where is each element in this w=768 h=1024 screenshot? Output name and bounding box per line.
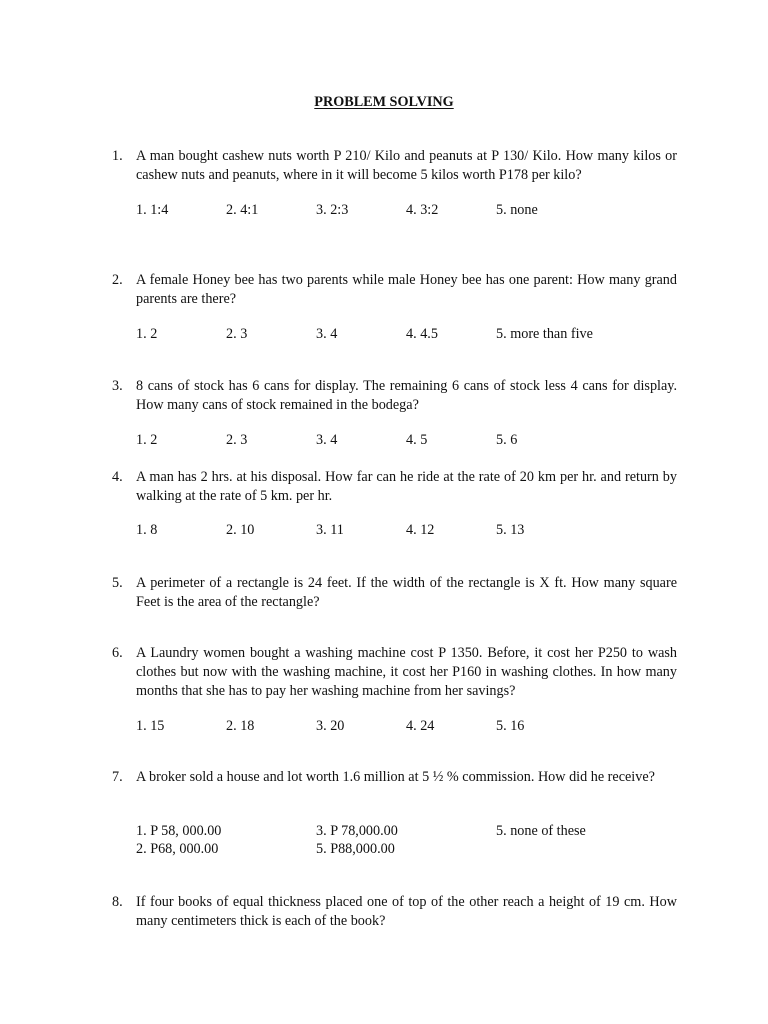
- question-4: [112, 468, 677, 506]
- question-text: A man bought cashew nuts worth P 210/ Kilo and peanuts at P 130/ Kilo. How many kilos or cashew nuts and peanuts, where in it will become 5 kilos worth P178 per kilo?: [136, 148, 677, 183]
- question-1: [112, 147, 677, 185]
- question-number: 5.: [112, 575, 123, 591]
- option: 1. 15: [136, 718, 165, 734]
- question-number: 6.: [112, 645, 123, 661]
- option: 5. none: [496, 202, 538, 218]
- question-8: [112, 893, 677, 931]
- option: 1. 8: [136, 522, 158, 538]
- option: 2. 4:1: [226, 202, 259, 218]
- option: 5. more than five: [496, 326, 593, 342]
- question-3: [112, 377, 677, 415]
- option: 4. 12: [406, 522, 435, 538]
- option: 4. 4.5: [406, 326, 438, 342]
- option: 4. 24: [406, 718, 435, 734]
- question-6: [112, 644, 677, 701]
- option: 5. 6: [496, 432, 518, 448]
- option: 2. 18: [226, 718, 255, 734]
- option: 5. P88,000.00: [316, 841, 395, 857]
- option: 3. 4: [316, 326, 338, 342]
- question-text: If four books of equal thickness placed one of top of the other reach a height of 19 cm. How many centimeters thick is each of the book?: [136, 894, 677, 929]
- question-text: A broker sold a house and lot worth 1.6 million at 5 ½ % commission. How did he receive?: [136, 769, 655, 785]
- question-7: [112, 768, 677, 787]
- option: 1. 2: [136, 432, 158, 448]
- option: 4. 5: [406, 432, 428, 448]
- option: 4. 3:2: [406, 202, 439, 218]
- question-number: 1.: [112, 148, 123, 164]
- option: 3. 2:3: [316, 202, 349, 218]
- page-title: PROBLEM SOLVING: [314, 94, 454, 110]
- option: 5. none of these: [496, 823, 586, 839]
- question-number: 3.: [112, 378, 123, 394]
- question-text: A perimeter of a rectangle is 24 feet. If the width of the rectangle is X ft. How many square Feet is the area of the rectangle?: [136, 575, 677, 610]
- question-number: 7.: [112, 769, 123, 785]
- option: 2. P68, 000.00: [136, 841, 219, 857]
- option: 3. P 78,000.00: [316, 823, 398, 839]
- question-text: A Laundry women bought a washing machine cost P 1350. Before, it cost her P250 to wash clothes but now with the washing machine, it cost her P160 in washing clothes. In how many months that she has to pay her washing machine from her savings?: [136, 645, 677, 699]
- question-number: 4.: [112, 469, 123, 485]
- option: 1. 2: [136, 326, 158, 342]
- question-2: [112, 271, 677, 309]
- option: 5. 16: [496, 718, 525, 734]
- option: 1. P 58, 000.00: [136, 823, 222, 839]
- option: 3. 20: [316, 718, 345, 734]
- question-text: A female Honey bee has two parents while male Honey bee has one parent: How many grand parents are there?: [136, 272, 677, 307]
- question-number: 8.: [112, 894, 123, 910]
- option: 1. 1:4: [136, 202, 169, 218]
- question-text: 8 cans of stock has 6 cans for display. The remaining 6 cans of stock less 4 cans for display. How many cans of stock remained in the bodega?: [136, 378, 677, 413]
- option: 2. 3: [226, 326, 248, 342]
- option: 2. 10: [226, 522, 255, 538]
- option: 5. 13: [496, 522, 525, 538]
- option: 2. 3: [226, 432, 248, 448]
- option: 3. 4: [316, 432, 338, 448]
- question-number: 2.: [112, 272, 123, 288]
- option: 3. 11: [316, 522, 344, 538]
- question-5: [112, 574, 677, 612]
- question-text: A man has 2 hrs. at his disposal. How far can he ride at the rate of 20 km per hr. and return by walking at the rate of 5 km. per hr.: [136, 469, 677, 504]
